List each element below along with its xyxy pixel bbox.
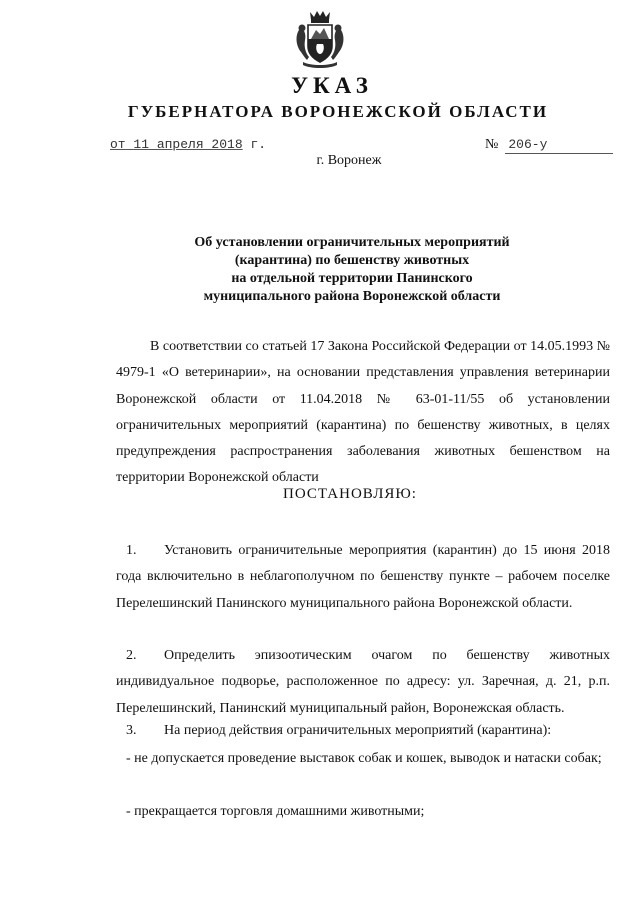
date-value: 11 апреля 2018 [133, 137, 243, 152]
document-date [110, 137, 266, 152]
decree-item [116, 643, 610, 722]
subject-line: (карантина) по бешенству животных [234, 253, 470, 268]
decree-item [116, 718, 610, 744]
item-text: Установить ограничительные мероприятия (карантин) до 15 июня 2018 года включительно в неблагополучном по бешенству пункте – рабочем поселке Перелешинский Панинского муниципального района Воронежской области. [116, 543, 610, 611]
subject-line: на отдельной территории Панинского [231, 271, 473, 286]
decree-item [116, 538, 610, 617]
subitem-text: - прекращается торговля домашними животными; [126, 804, 425, 819]
subject-line: муниципального района Воронежской области [203, 289, 501, 304]
preamble-text: В соответствии со статьей 17 Закона Российской Федерации от 14.05.1993 № 4979-1 «О ветеринарии», на основании представления управления ветеринарии Воронежской области от 11.04.2018 № 63-01-11/55 об установлении ограничительных мероприятий (карантина) по бешенству животных, в целях предупреждения распространения заболевания животных бешенством на территории Воронежской области [116, 339, 610, 486]
issuing-authority: ГУБЕРНАТОРА ВОРОНЕЖСКОЙ ОБЛАСТИ [127, 102, 549, 121]
city-name: г. Воронеж [316, 153, 382, 168]
decree-subitem [116, 746, 610, 772]
item-number: 3. [126, 723, 137, 738]
document-number [485, 137, 613, 153]
item-text: Определить эпизоотическим очагом по бешенству животных индивидуальное подворье, расположенное по адресу: ул. Заречная, д. 21, р.п. Перелешинский, Панинский муниципальный район, Воронежская область. [116, 648, 610, 716]
number-value: 206-у [508, 137, 548, 152]
item-number: 1. [126, 543, 137, 558]
date-suffix: г. [250, 137, 267, 152]
item-text: На период действия ограничительных мероприятий (карантина): [164, 723, 552, 738]
decree-heading: ПОСТАНОВЛЯЮ: [283, 486, 417, 502]
item-number: 2. [126, 648, 137, 663]
document-subject [0, 234, 640, 306]
decree-subitem [116, 799, 610, 825]
subitem-text: - не допускается проведение выставок собак и кошек, выводок и натаски собак; [126, 751, 602, 766]
date-prefix: от [110, 137, 126, 152]
document-type: УКАЗ [291, 73, 373, 98]
coat-of-arms-icon [293, 8, 347, 70]
subject-line: Об установлении ограничительных мероприятий [194, 235, 510, 250]
number-sign: № [485, 137, 499, 152]
preamble-paragraph [116, 334, 610, 492]
